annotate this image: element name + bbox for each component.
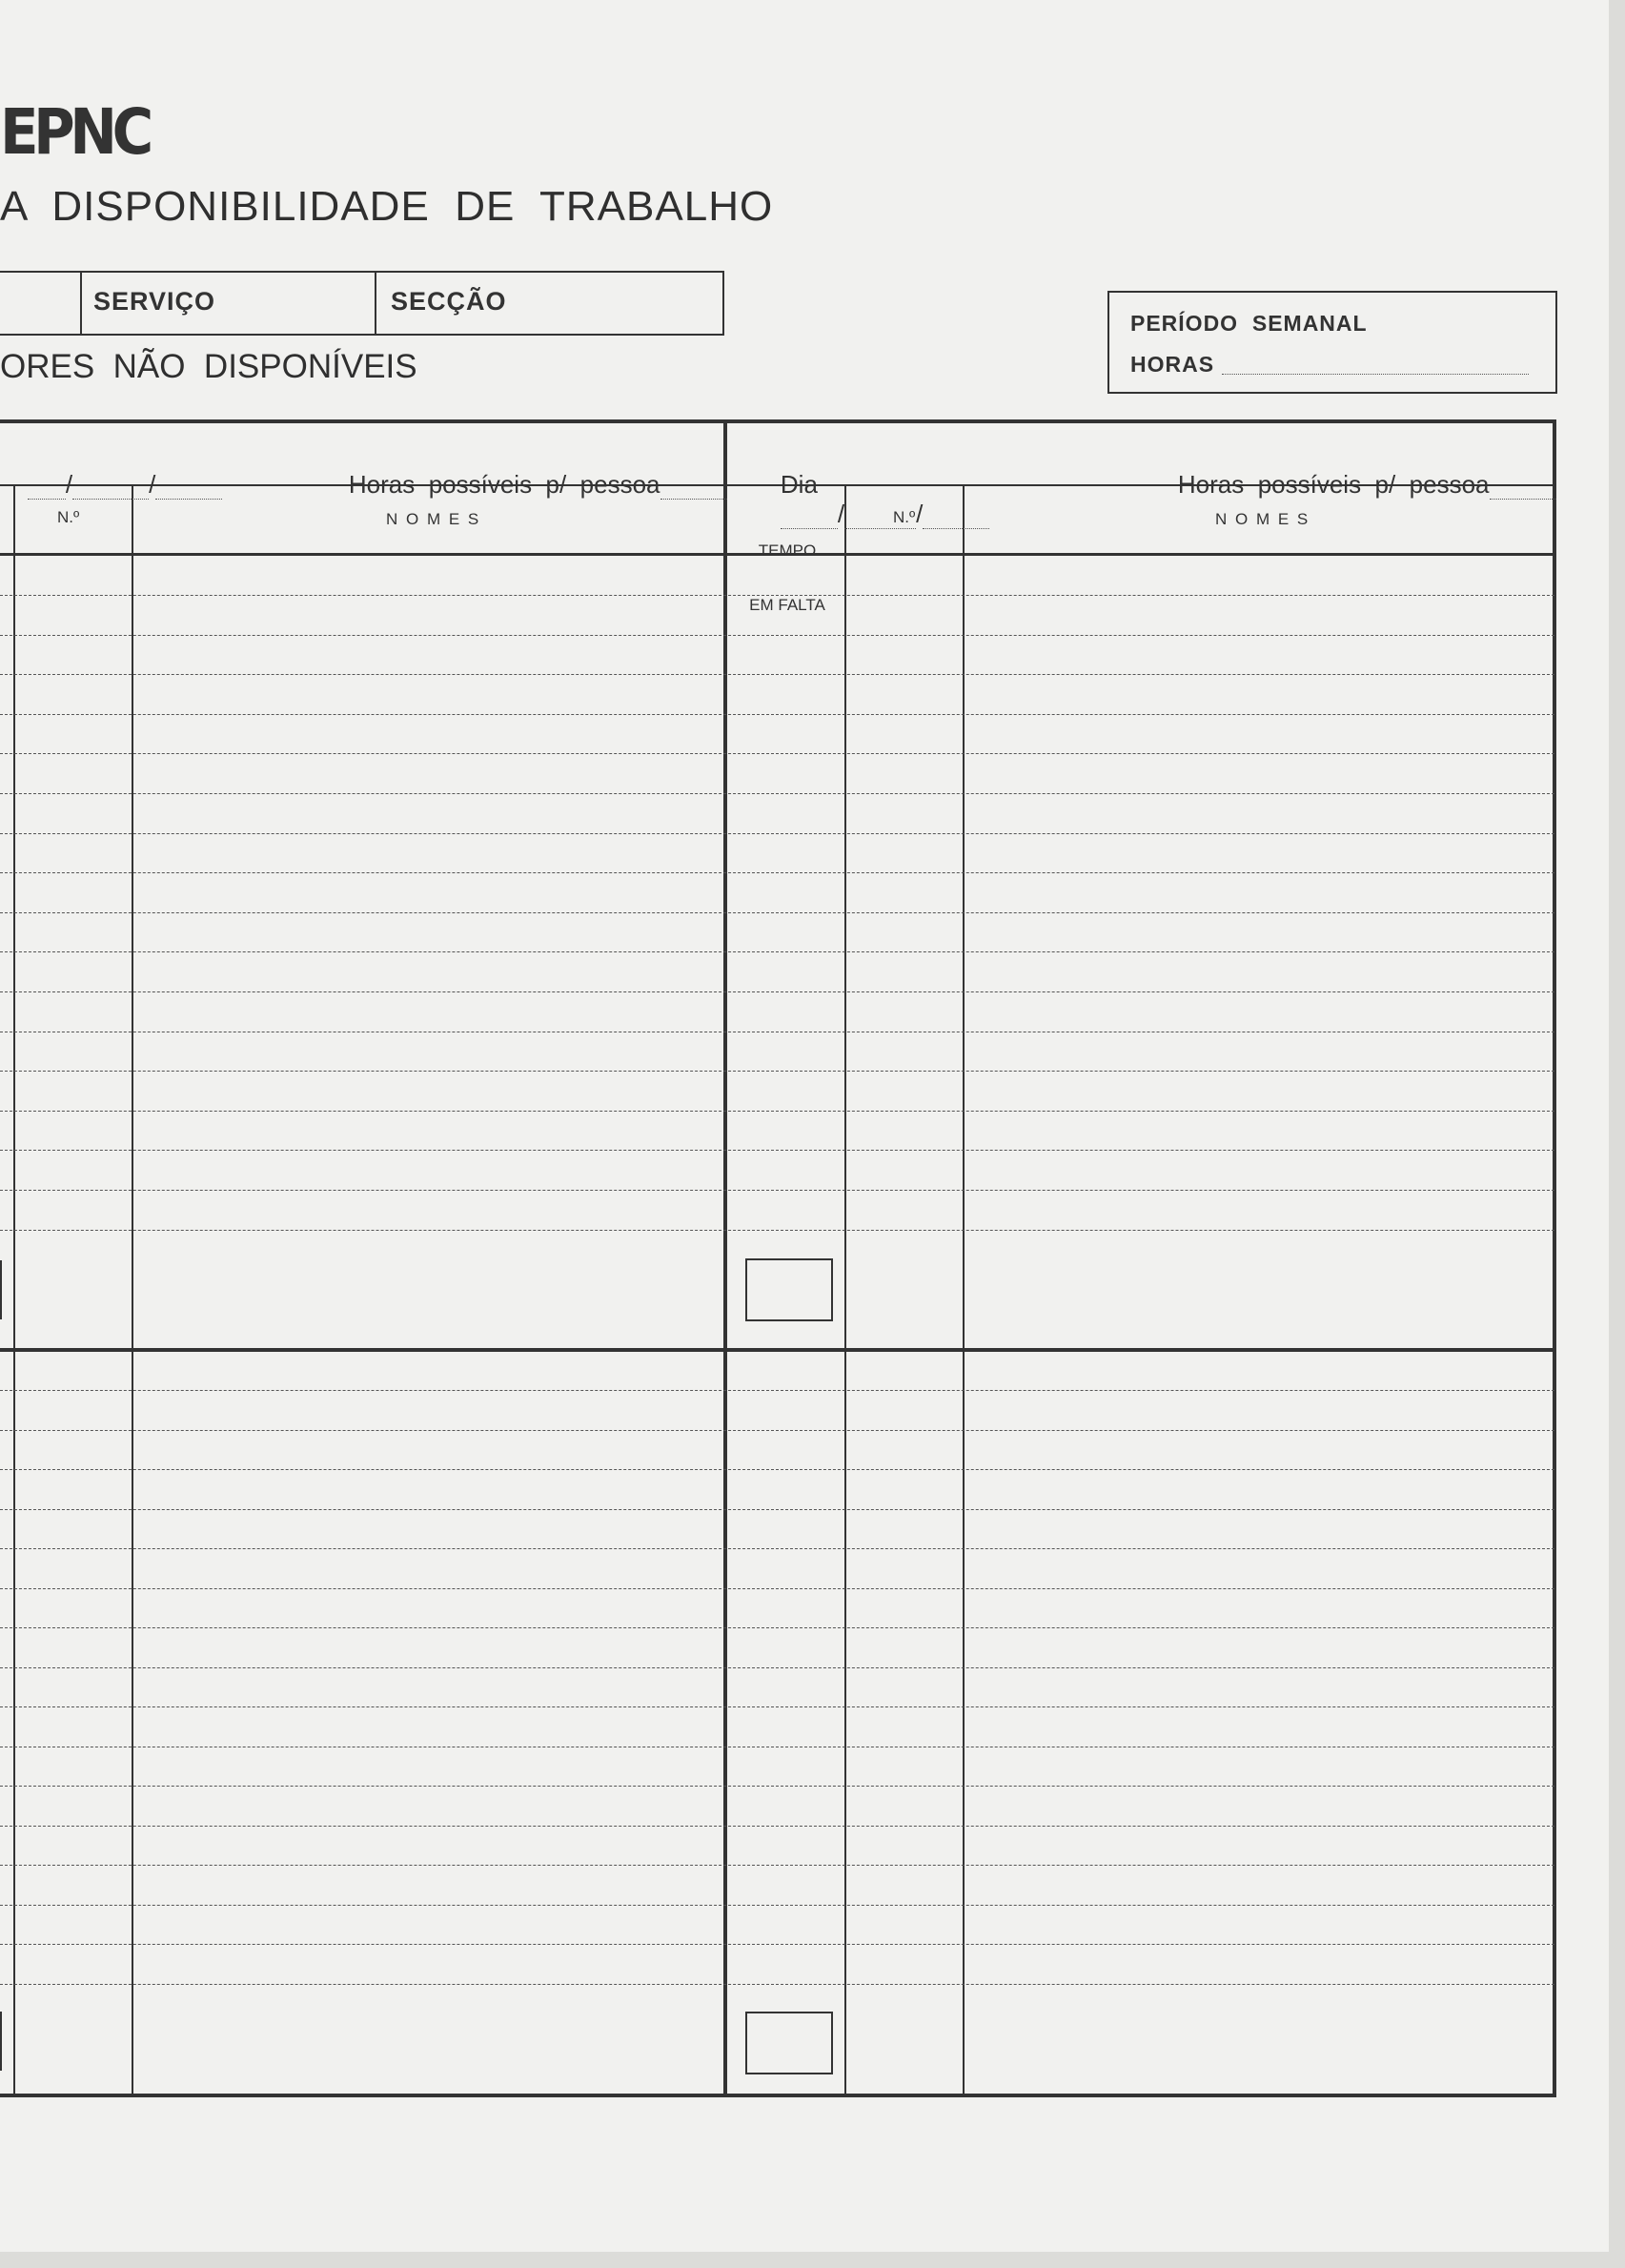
upper-row-line — [0, 1071, 1554, 1072]
lower-row-line — [0, 1390, 1554, 1391]
right-col-time-line2: EM FALTA — [749, 596, 825, 614]
period-box — [1107, 291, 1557, 394]
upper-row-line — [0, 951, 1554, 952]
lower-row-line — [0, 1984, 1554, 1985]
lower-row-line — [0, 1588, 1554, 1589]
lower-row-line — [0, 1905, 1554, 1906]
upper-row-line — [0, 1230, 1554, 1231]
right-col-names: N O M E S — [1215, 510, 1310, 528]
upper-row-line — [0, 793, 1554, 794]
form-title: A DISPONIBILIDADE DE TRABALHO — [0, 183, 774, 230]
left-upper-total-box-edge — [0, 1260, 2, 1319]
lower-row-line — [0, 1627, 1554, 1628]
upper-row-line — [0, 595, 1554, 596]
right-hours-label: Horas possíveis p/ pessoa — [1177, 470, 1490, 499]
right-date-separator-1: / — [837, 500, 845, 528]
lower-row-line — [0, 1548, 1554, 1549]
lower-row-line — [0, 1469, 1554, 1470]
lower-row-line — [0, 1826, 1554, 1827]
period-hours-label: HORAS — [1130, 352, 1215, 377]
right-col-time — [737, 505, 838, 650]
lower-total-box[interactable] — [745, 2012, 833, 2074]
left-date-field[interactable] — [0, 440, 222, 529]
lower-row-line — [0, 1509, 1554, 1510]
period-hours-field[interactable] — [1222, 374, 1529, 375]
left-col-number: N.º — [57, 508, 80, 526]
company-logo: EPNC — [0, 95, 149, 169]
lower-row-line — [0, 1430, 1554, 1431]
upper-row-line — [0, 833, 1554, 834]
upper-row-line — [0, 753, 1554, 754]
upper-row-line — [0, 674, 1554, 675]
upper-total-box[interactable] — [745, 1258, 833, 1321]
right-day-label: Dia — [780, 470, 818, 499]
lower-row-line — [0, 1706, 1554, 1707]
upper-row-line — [0, 1150, 1554, 1151]
upper-row-line — [0, 872, 1554, 873]
form-subtitle: ORES NÃO DISPONÍVEIS — [0, 348, 417, 385]
lower-row-line — [0, 1944, 1554, 1945]
right-col-time-line1: TEMPO — [758, 541, 817, 560]
left-date-separator-1: / — [65, 470, 73, 499]
upper-row-line — [0, 635, 1554, 636]
lower-row-line — [0, 1667, 1554, 1668]
right-date-separator-2: / — [916, 500, 924, 528]
period-label: PERÍODO SEMANAL — [1130, 311, 1368, 336]
right-hours-field[interactable] — [1150, 440, 1556, 529]
left-lower-total-box-edge — [0, 2012, 2, 2071]
lower-row-line — [0, 1865, 1554, 1866]
right-col-number: N.º — [893, 508, 916, 526]
section-label: SECÇÃO — [391, 287, 507, 316]
upper-row-line — [0, 1190, 1554, 1191]
left-col-names: N O M E S — [386, 510, 481, 528]
upper-row-line — [0, 1111, 1554, 1112]
upper-row-line — [0, 912, 1554, 913]
left-hours-field[interactable] — [321, 440, 727, 529]
upper-row-line — [0, 991, 1554, 992]
left-hours-label: Horas possíveis p/ pessoa — [348, 470, 660, 499]
service-label: SERVIÇO — [93, 287, 216, 316]
upper-row-line — [0, 714, 1554, 715]
left-date-separator-2: / — [149, 470, 156, 499]
lower-row-line — [0, 1786, 1554, 1787]
